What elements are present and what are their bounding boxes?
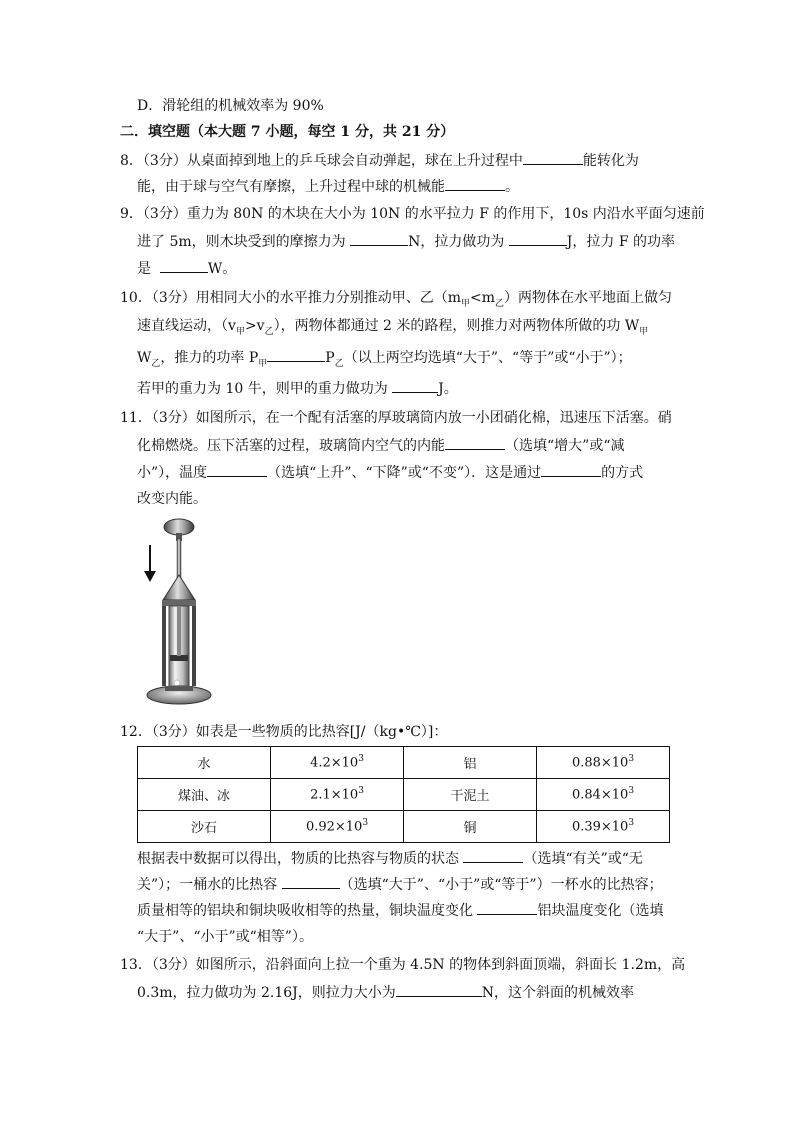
q12-blank-3[interactable] bbox=[477, 900, 537, 915]
q12-line-4: “大于”、“小于”或“相等”）。 bbox=[137, 929, 313, 945]
table-cell: $2.1\times 10^3$ bbox=[271, 779, 404, 811]
q8-text-2b: 。 bbox=[505, 179, 519, 195]
q8-blank-1[interactable] bbox=[523, 150, 583, 165]
table-row bbox=[138, 811, 670, 843]
q7-option-d: D．滑轮组的机械效率为 90% bbox=[137, 98, 324, 114]
q9-blank-2[interactable] bbox=[509, 231, 567, 246]
q8-line-1 bbox=[120, 150, 639, 171]
q11-blank-2[interactable] bbox=[207, 462, 267, 477]
q10-line-1 bbox=[120, 288, 672, 314]
table-row bbox=[138, 779, 670, 811]
q10-text-3a: W bbox=[137, 350, 152, 366]
down-arrow-icon bbox=[144, 545, 156, 582]
table-cell: $0.88\times 10^3$ bbox=[537, 747, 670, 779]
q10-text-1a: 10．（3分）用相同大小的水平推力分别推动甲、乙（m bbox=[120, 290, 461, 306]
q11-text-2a: 化棉燃烧。压下活塞的过程，玻璃筒内空气的内能 bbox=[137, 438, 445, 454]
q11-blank-3[interactable] bbox=[541, 462, 601, 477]
q11-text-2b: （选填“增大”或“减 bbox=[505, 438, 625, 454]
fire-syringe-figure bbox=[135, 515, 220, 710]
q8-text-1b: 能转化为 bbox=[582, 153, 639, 169]
q13-line-2 bbox=[137, 982, 634, 1003]
q10-text-3b: ，推力的功率 P bbox=[160, 350, 259, 366]
q10-text-2b: ），两物体都通过 2 米的路程，则推力对两物体所做的功 W bbox=[273, 318, 640, 334]
q10-line-3 bbox=[137, 347, 632, 374]
q8-line-2 bbox=[137, 176, 519, 197]
table-cell: $0.84\times 10^3$ bbox=[537, 779, 670, 811]
q10-line-2 bbox=[137, 316, 648, 342]
q12-text-3b: 铝块温度变化（选填 bbox=[537, 903, 664, 919]
q10-sub-jia-4: 甲 bbox=[258, 358, 268, 369]
q10-lt: <m bbox=[470, 290, 496, 306]
q11-line-4: 改变内能。 bbox=[137, 491, 207, 507]
q10-blank-1[interactable] bbox=[267, 347, 325, 362]
q10-text-4b: J。 bbox=[438, 381, 458, 397]
q11-line-3 bbox=[137, 462, 643, 483]
specific-heat-table bbox=[137, 746, 670, 843]
table-cell: $4.2\times 10^3$ bbox=[271, 747, 404, 779]
q12-line-3 bbox=[137, 900, 663, 921]
q8-text-2a: 能，由于球与空气有摩擦，上升过程中球的机械能 bbox=[137, 179, 445, 195]
table-cell: $0.92\times 10^3$ bbox=[271, 811, 404, 843]
q10-text-3d: （以上两空均选填“大于”、“等于”或“小于”）； bbox=[343, 350, 632, 366]
q10-line-4 bbox=[137, 378, 458, 399]
q11-text-3b: （选填“上升”、“下降”或“不变”）．这是通过 bbox=[267, 465, 542, 481]
table-cell: $0.39\times 10^3$ bbox=[537, 811, 670, 843]
q12-blank-2[interactable] bbox=[282, 874, 340, 889]
q11-line-2 bbox=[137, 435, 624, 456]
q8-text-1a: 8．（3分）从桌面掉到地上的乒乓球会自动弹起，球在上升过程中 bbox=[120, 153, 523, 169]
q9-line-2 bbox=[137, 231, 675, 252]
table-row bbox=[138, 747, 670, 779]
q12-blank-1[interactable] bbox=[463, 848, 523, 863]
q11-line-1: 11．（3分）如图所示，在一个配有活塞的厚玻璃筒内放一小团硝化棉，迅速压下活塞。硝 bbox=[120, 410, 672, 426]
q10-sub-jia-3: 甲 bbox=[639, 326, 649, 337]
q9-line-3 bbox=[137, 258, 236, 279]
section-title: 二．填空题（本大题 7 小题，每空 1 分，共 21 分） bbox=[120, 124, 455, 140]
q10-sub-yi: 乙 bbox=[495, 298, 505, 309]
q11-blank-1[interactable] bbox=[445, 435, 505, 450]
q9-text-2a: 进了 5m，则木块受到的摩擦力为 bbox=[137, 234, 346, 250]
table-cell: 铝 bbox=[404, 747, 537, 779]
q10-sub-yi-3: 乙 bbox=[151, 358, 161, 369]
q13-blank-1[interactable] bbox=[396, 982, 482, 997]
q12-text-1a: 根据表中数据可以得出，物质的比热容与物质的状态 bbox=[137, 851, 459, 867]
q10-sub-jia: 甲 bbox=[461, 298, 471, 309]
q10-blank-2[interactable] bbox=[392, 378, 438, 393]
table-cell: 水 bbox=[138, 747, 271, 779]
piston-knob bbox=[164, 519, 194, 535]
table-cell: 煤油、冰 bbox=[138, 779, 271, 811]
q12-text-3a: 质量相等的铝块和铜块吸收相等的热量，铜块温度变化 bbox=[137, 903, 473, 919]
q10-sub-yi-4: 乙 bbox=[334, 358, 344, 369]
q9-text-2b: N，拉力做功为 bbox=[408, 234, 505, 250]
table-cell: 沙石 bbox=[138, 811, 271, 843]
q10-text-3c: P bbox=[325, 350, 335, 366]
q13-text-2b: N，这个斜面的机械效率 bbox=[481, 985, 635, 1001]
q9-blank-3[interactable] bbox=[160, 258, 208, 273]
q10-sub-jia-2: 甲 bbox=[235, 326, 245, 337]
q12-text-2a: 关”）；一桶水的比热容 bbox=[137, 877, 278, 893]
q12-text-1b: （选填“有关”或“无 bbox=[523, 851, 643, 867]
q12-line-1 bbox=[137, 848, 643, 869]
q12-text-2b: （选填“大于”、“小于”或“等于”）一杯水的比热容； bbox=[339, 877, 663, 893]
q9-line-1: 9．（3分）重力为 80N 的木块在大小为 10N 的水平拉力 F 的作用下，10s 内沿水平面匀速前 bbox=[120, 206, 705, 222]
q9-text-2c: J，拉力 F 的功率 bbox=[566, 234, 676, 250]
q9-text-3a: 是 bbox=[137, 261, 151, 277]
q11-text-3a: 小”），温度 bbox=[137, 465, 208, 481]
q10-text-2a: 速直线运动，（v bbox=[137, 318, 236, 334]
q8-blank-2[interactable] bbox=[445, 176, 505, 191]
q13-line-1: 13．（3分）如图所示，沿斜面向上拉一个重为 4.5N 的物体到斜面顶端，斜面长 1.2m，高 bbox=[120, 957, 686, 973]
table-cell: 铜 bbox=[404, 811, 537, 843]
q10-text-1b: ）两物体在水平地面上做匀 bbox=[504, 290, 673, 306]
q13-text-2a: 0.3m，拉力做功为 2.16J，则拉力大小为 bbox=[137, 985, 396, 1001]
q10-text-4a: 若甲的重力为 10 牛，则甲的重力做功为 bbox=[137, 381, 388, 397]
q9-blank-1[interactable] bbox=[350, 231, 408, 246]
table-cell: 干泥土 bbox=[404, 779, 537, 811]
q10-sub-yi-2: 乙 bbox=[264, 326, 274, 337]
q12-line-2 bbox=[137, 874, 663, 895]
q11-text-3c: 的方式 bbox=[601, 465, 644, 481]
q9-text-3b: W。 bbox=[207, 261, 237, 277]
q10-gt: >v bbox=[244, 318, 265, 334]
q12-intro: 12．（3分）如表是一些物质的比热容[J/（kg•℃）]： bbox=[120, 724, 448, 740]
